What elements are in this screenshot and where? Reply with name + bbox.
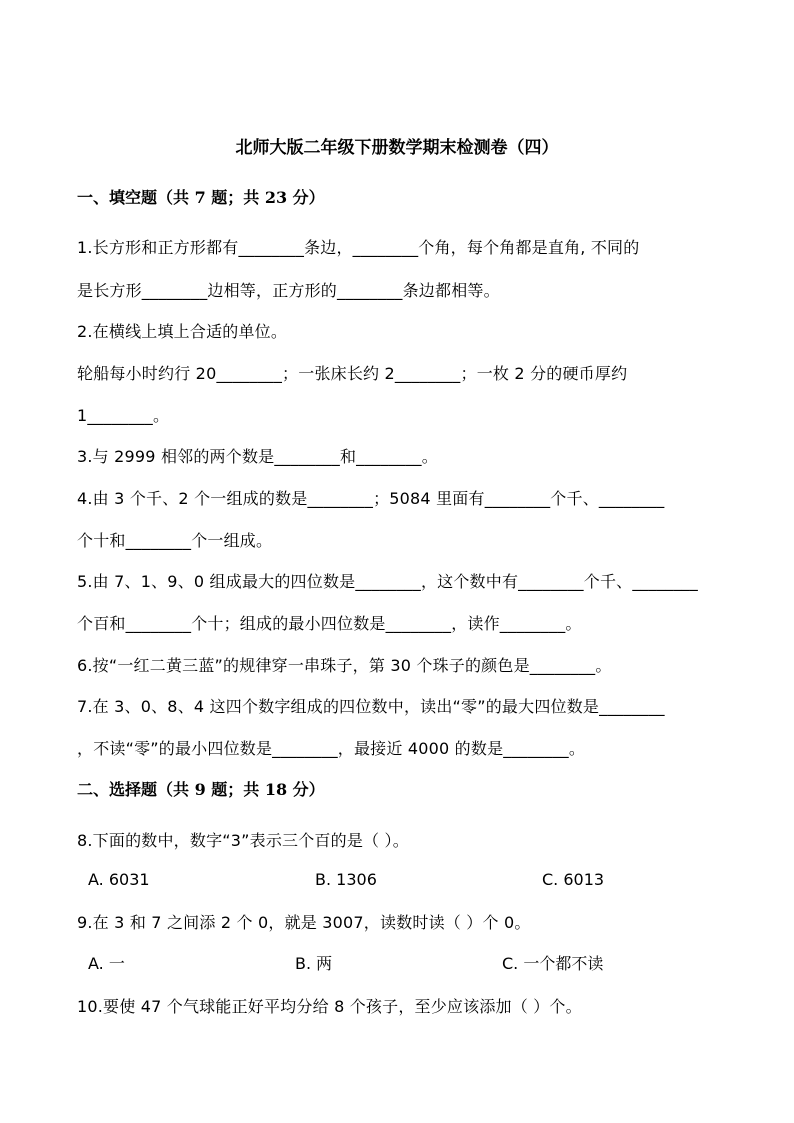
question-9: 9.在 3 和 7 之间添 2 个 0，就是 3007，读数时读（ ）个 0。 bbox=[77, 913, 531, 932]
question-2-line-1: 轮船每小时约行 20________；一张床长约 2________；一枚 2 分的硬币厚约 bbox=[77, 364, 628, 383]
question-1-line-1: 1.长方形和正方形都有________条边，________个角，每个角都是直角, 不同的 bbox=[77, 238, 640, 257]
question-9-option-b: B. 两 bbox=[295, 954, 333, 973]
question-7-line-2: ，不读“零”的最小四位数是________，最接近 4000 的数是________。 bbox=[77, 739, 586, 758]
question-7-line-1: 7.在 3、0、8、4 这四个数字组成的四位数中，读出“零”的最大四位数是________ bbox=[77, 697, 665, 716]
question-1-line-2: 是长方形________边相等，正方形的________条边都相等。 bbox=[77, 281, 500, 300]
question-10: 10.要使 47 个气球能正好平均分给 8 个孩子，至少应该添加（ ）个。 bbox=[77, 997, 582, 1016]
question-4-line-1: 4.由 3 个千、2 个一组成的数是________；5084 里面有________个千、________ bbox=[77, 489, 665, 508]
question-2-line-2: 1________。 bbox=[77, 406, 170, 425]
question-5-line-1: 5.由 7、1、9、0 组成最大的四位数是________，这个数中有________个千、________ bbox=[77, 572, 698, 591]
page-title: 北师大版二年级下册数学期末检测卷（四） bbox=[235, 138, 559, 158]
section-fill-blank-heading: 一、填空题（共 7 题；共 23 分） bbox=[77, 188, 325, 207]
question-8: 8.下面的数中，数字“3”表示三个百的是（ ）。 bbox=[77, 831, 409, 850]
question-3: 3.与 2999 相邻的两个数是________和________。 bbox=[77, 447, 438, 466]
question-2-prompt: 2.在横线上填上合适的单位。 bbox=[77, 322, 288, 341]
question-6: 6.按“一红二黄三蓝”的规律穿一串珠子，第 30 个珠子的颜色是________。 bbox=[77, 656, 612, 675]
question-8-option-a: A. 6031 bbox=[88, 870, 150, 889]
question-9-option-c: C. 一个都不读 bbox=[502, 954, 604, 973]
question-9-option-a: A. 一 bbox=[88, 954, 125, 973]
question-5-line-2: 个百和________个十；组成的最小四位数是________，读作________。 bbox=[77, 614, 582, 633]
question-8-option-b: B. 1306 bbox=[315, 870, 377, 889]
section-choice-heading: 二、选择题（共 9 题；共 18 分） bbox=[77, 780, 325, 799]
question-8-option-c: C. 6013 bbox=[542, 870, 605, 889]
question-4-line-2: 个十和________个一组成。 bbox=[77, 531, 273, 550]
